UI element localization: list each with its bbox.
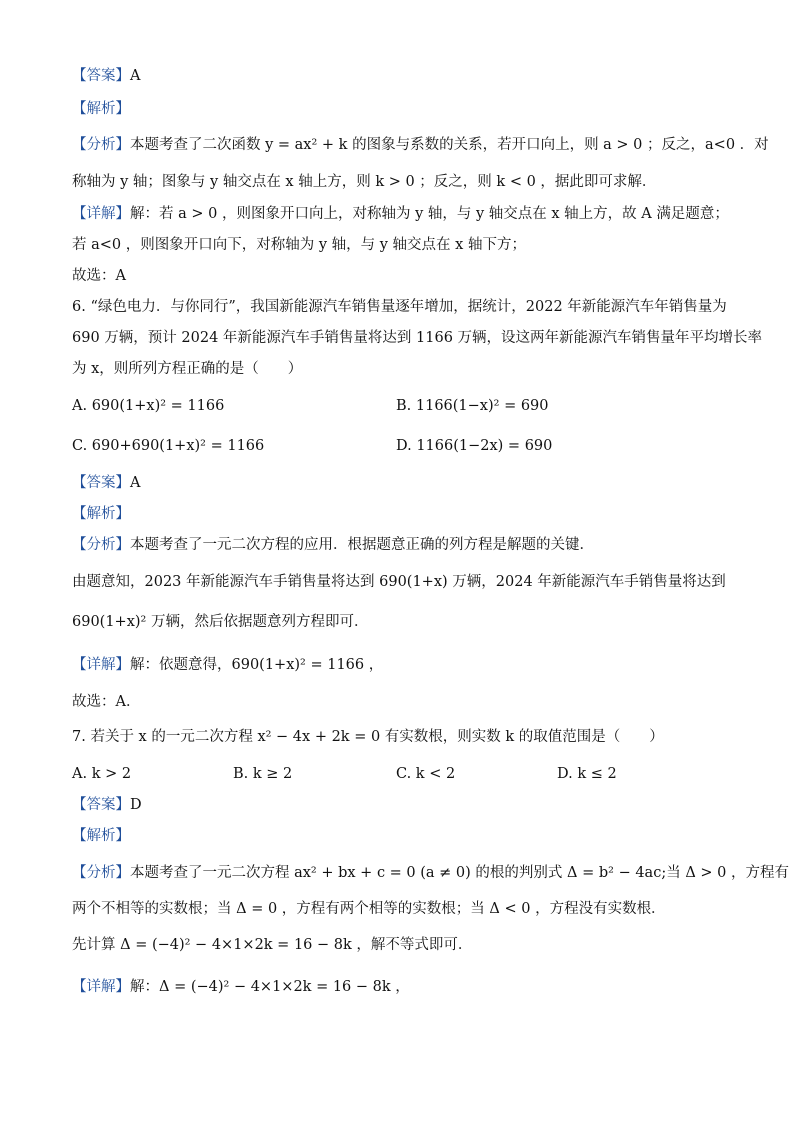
q7-option-a: A. k > 2: [72, 766, 132, 782]
q6-option-d: D. 1166(1−2x) = 690: [396, 438, 553, 454]
fenxi-text: 本题考查了一元二次方程的应用．根据题意正确的列方程是解题的关键．: [130, 537, 594, 553]
fenxi-text: 本题考查了一元二次方程 ax² + bx + c = 0 (a ≠ 0) 的根的判别式 Δ = b² − 4ac;当 Δ > 0 ，方程有: [130, 865, 789, 881]
q5-answer-line: [72, 66, 140, 86]
answer-value: D: [130, 797, 142, 813]
q7-fenxi-line1: [72, 863, 789, 883]
q6-stem-line3: 为 x，则所列方程正确的是（ ）: [72, 361, 303, 377]
q6-fenxi-line3: 690(1+x)² 万辆，然后依据题意列方程即可．: [72, 614, 369, 630]
fenxi-tag: 【分析】: [72, 865, 130, 881]
detail-text: 解：依题意得，690(1+x)² = 1166 ，: [130, 657, 384, 673]
q7-fenxi-line2: 两个不相等的实数根；当 Δ = 0 ，方程有两个相等的实数根；当 Δ < 0 ，方程没有实数根．: [72, 901, 666, 917]
detail-text: 解：若 a > 0 ，则图象开口向上，对称轴为 y 轴，与 y 轴交点在 x 轴上方，故 A 满足题意；: [130, 206, 729, 222]
q6-option-a: A. 690(1+x)² = 1166: [72, 398, 225, 414]
answer-tag: 【答案】: [72, 475, 130, 491]
detail-tag: 【详解】: [72, 206, 130, 222]
q6-answer-line: [72, 473, 140, 493]
q7-answer-line: [72, 795, 142, 815]
q5-detail-line1: [72, 204, 729, 224]
q5-fenxi-line1: [72, 135, 769, 155]
detail-tag: 【详解】: [72, 657, 130, 673]
q7-option-b: B. k ≥ 2: [233, 766, 293, 782]
q7-detail-line1: [72, 977, 410, 997]
answer-tag: 【答案】: [72, 797, 130, 813]
q5-fenxi-line2: 称轴为 y 轴；图象与 y 轴交点在 x 轴上方，则 k > 0 ；反之，则 k < 0 ，据此即可求解．: [72, 174, 657, 190]
fenxi-text: 本题考查了二次函数 y = ax² + k 的图象与系数的关系，若开口向上，则 a > 0 ；反之，a<0 ．对: [130, 137, 769, 153]
answer-tag: 【答案】: [72, 68, 130, 84]
q7-stem-line1: 7. 若关于 x 的一元二次方程 x² − 4x + 2k = 0 有实数根，则实数 k 的取值范围是（ ）: [72, 729, 664, 745]
q6-option-b: B. 1166(1−x)² = 690: [396, 398, 549, 414]
fenxi-tag: 【分析】: [72, 537, 130, 553]
q6-stem-line1: 6. “绿色电力．与你同行”，我国新能源汽车销售量逐年增加，据统计，2022 年新能源汽车年销售量为: [72, 299, 727, 315]
answer-value: A: [130, 68, 141, 84]
q6-option-c: C. 690+690(1+x)² = 1166: [72, 438, 265, 454]
q5-analysis-tag: 【解析】: [72, 101, 130, 117]
q6-fenxi-line2: 由题意知，2023 年新能源汽车手销售量将达到 690(1+x) 万辆，2024 年新能源汽车手销售量将达到: [72, 574, 726, 590]
answer-value: A: [130, 475, 141, 491]
q5-choice: 故选：A: [72, 268, 126, 284]
q7-option-c: C. k < 2: [396, 766, 456, 782]
q7-option-d: D. k ≤ 2: [557, 766, 617, 782]
q6-stem-line2: 690 万辆，预计 2024 年新能源汽车手销售量将达到 1166 万辆，设这两年新能源汽车销售量年平均增长率: [72, 330, 763, 346]
q6-analysis-tag: 【解析】: [72, 506, 130, 522]
fenxi-tag: 【分析】: [72, 137, 130, 153]
q6-detail-line1: [72, 655, 383, 675]
detail-tag: 【详解】: [72, 979, 130, 995]
q5-detail-line2: 若 a<0 ，则图象开口向下，对称轴为 y 轴，与 y 轴交点在 x 轴下方；: [72, 237, 526, 253]
q6-choice: 故选：A．: [72, 694, 141, 710]
q7-analysis-tag: 【解析】: [72, 828, 130, 844]
detail-text: 解：Δ = (−4)² − 4×1×2k = 16 − 8k ，: [130, 979, 410, 995]
q6-fenxi-line1: [72, 535, 594, 555]
q7-fenxi-line3: 先计算 Δ = (−4)² − 4×1×2k = 16 − 8k ，解不等式即可．: [72, 937, 473, 953]
